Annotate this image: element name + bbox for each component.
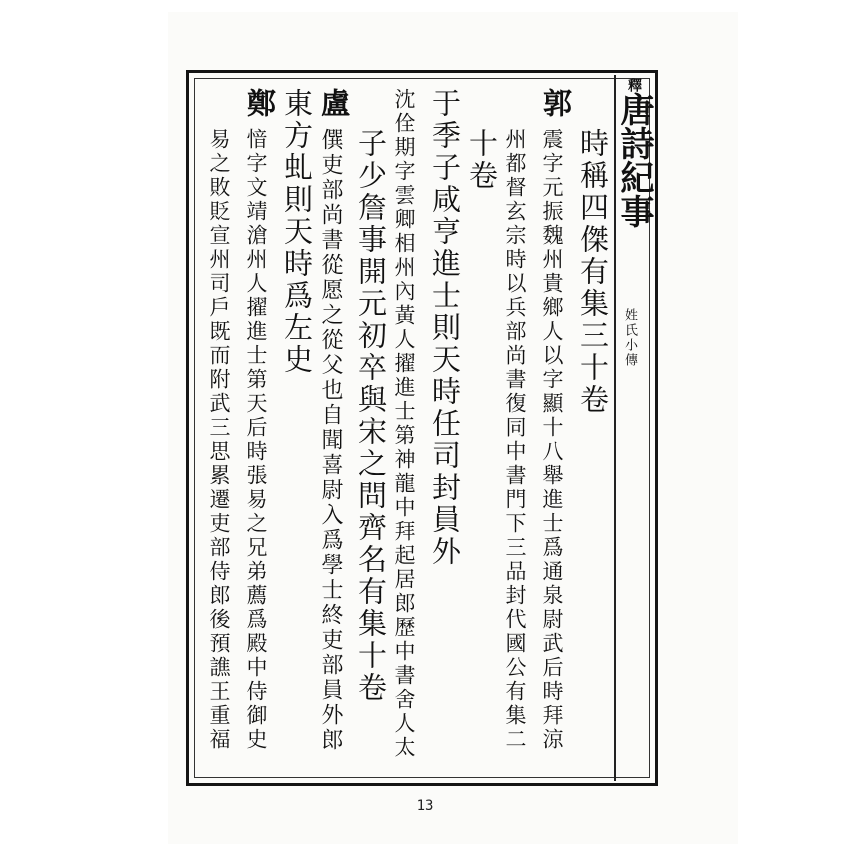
text-column-1: 時稱四傑有集三十卷 [576, 128, 610, 416]
text-column-11: 東方虬則天時爲左史 [280, 88, 314, 376]
text-column-6: 于季子咸亨進士則天時任司封員外 [428, 88, 462, 568]
title-char-small: 釋 [626, 78, 642, 92]
text-column-7: 沈佺期字雲卿相州內黃人擢進士第神龍中拜起居郎歷中書舍人太 [392, 88, 416, 760]
text-column-10: 僎吏部尚書從愿之從父也自聞喜尉入爲學士終吏部員外郎 [318, 128, 343, 753]
title-char: 事 [614, 194, 654, 228]
text-column-3: 震字元振魏州貴鄉人以字顯十八舉進士爲通泉尉武后時拜涼 [540, 128, 564, 752]
title-char: 詩 [614, 126, 654, 160]
section-label: 姓氏小傳 [622, 308, 637, 368]
text-column-4: 州都督玄宗時以兵部尚書復同中書門下三品封代國公有集二 [503, 128, 527, 752]
text-column-5: 十卷 [465, 128, 499, 192]
text-column-12: 鄭 [243, 88, 277, 120]
text-column-14: 易之敗貶宣州司戶既而附武三思累遷吏部侍郎後預譙王重福 [207, 128, 231, 752]
text-column-2: 郭 [539, 88, 573, 120]
text-column-13: 愔字文靖滄州人擢進士第天后時張易之兄弟薦爲殿中侍御史 [244, 128, 268, 752]
book-title [614, 78, 654, 228]
title-char: 紀 [614, 160, 654, 194]
page-number: 13 [416, 798, 434, 814]
text-column-8: 子少詹事開元初卒與宋之問齊名有集十卷 [354, 128, 388, 704]
text-column-9: 盧 [317, 88, 351, 120]
title-char: 唐 [614, 92, 654, 126]
